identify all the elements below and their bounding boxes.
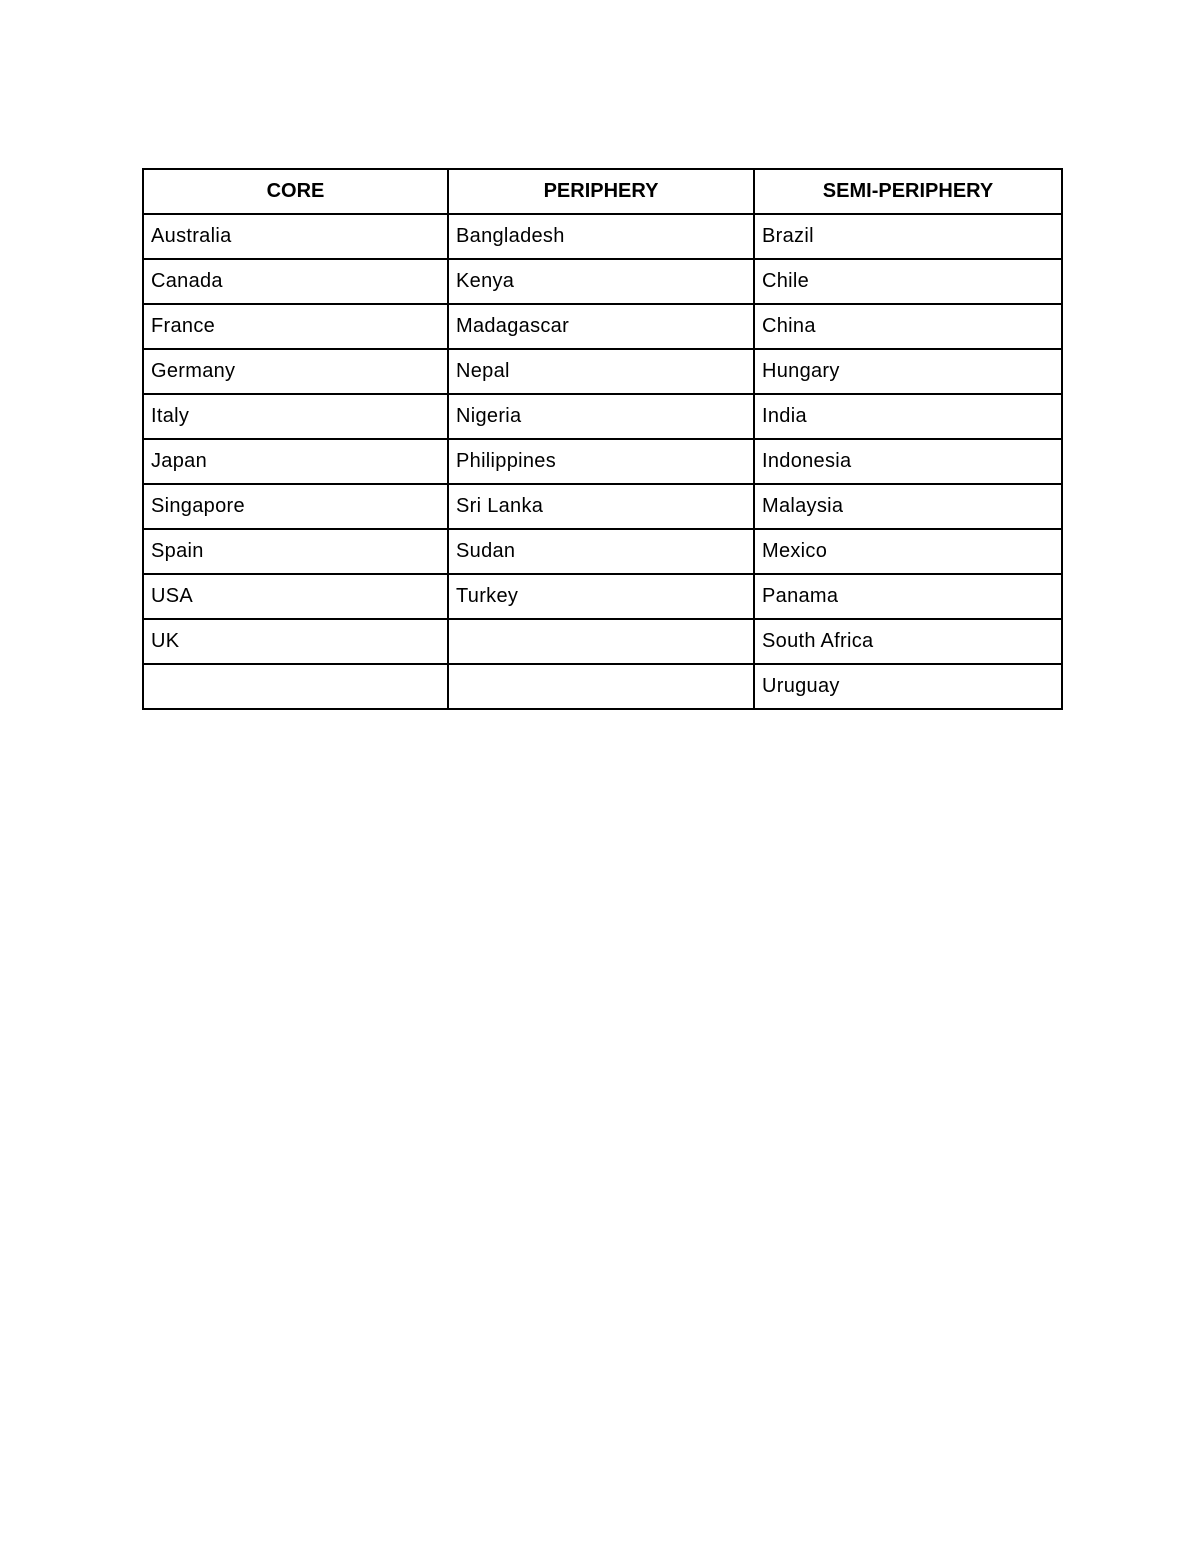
table-cell: Nigeria [448, 394, 754, 439]
table-row [143, 349, 1062, 394]
table-cell: USA [143, 574, 448, 619]
table-cell: Brazil [754, 214, 1062, 259]
table-cell: France [143, 304, 448, 349]
table-header-row [143, 169, 1062, 214]
table-cell: Sri Lanka [448, 484, 754, 529]
table-cell: Germany [143, 349, 448, 394]
table-cell: UK [143, 619, 448, 664]
table-cell [143, 664, 448, 709]
table-cell: Spain [143, 529, 448, 574]
table-row [143, 439, 1062, 484]
table-cell: Philippines [448, 439, 754, 484]
table-cell: Singapore [143, 484, 448, 529]
table-cell: Uruguay [754, 664, 1062, 709]
table-cell: Australia [143, 214, 448, 259]
table-row [143, 304, 1062, 349]
table-row [143, 574, 1062, 619]
header-semi-periphery: SEMI-PERIPHERY [754, 169, 1062, 214]
table-row [143, 394, 1062, 439]
table-cell: Hungary [754, 349, 1062, 394]
table-cell: Bangladesh [448, 214, 754, 259]
table-cell: Madagascar [448, 304, 754, 349]
header-core: CORE [143, 169, 448, 214]
table-row [143, 529, 1062, 574]
table-cell: China [754, 304, 1062, 349]
table-cell: India [754, 394, 1062, 439]
table-cell [448, 664, 754, 709]
table-cell: Sudan [448, 529, 754, 574]
table-cell: Panama [754, 574, 1062, 619]
table-cell: South Africa [754, 619, 1062, 664]
table-cell: Indonesia [754, 439, 1062, 484]
table-cell: Canada [143, 259, 448, 304]
country-classification-table [142, 168, 1063, 710]
table-row [143, 214, 1062, 259]
table-cell: Malaysia [754, 484, 1062, 529]
table-row [143, 259, 1062, 304]
table-cell: Turkey [448, 574, 754, 619]
header-periphery: PERIPHERY [448, 169, 754, 214]
table-row [143, 619, 1062, 664]
table-cell: Chile [754, 259, 1062, 304]
table-row [143, 484, 1062, 529]
table-cell: Mexico [754, 529, 1062, 574]
table-cell: Italy [143, 394, 448, 439]
table-cell: Japan [143, 439, 448, 484]
table-cell [448, 619, 754, 664]
table-cell: Nepal [448, 349, 754, 394]
table-row [143, 664, 1062, 709]
table-cell: Kenya [448, 259, 754, 304]
